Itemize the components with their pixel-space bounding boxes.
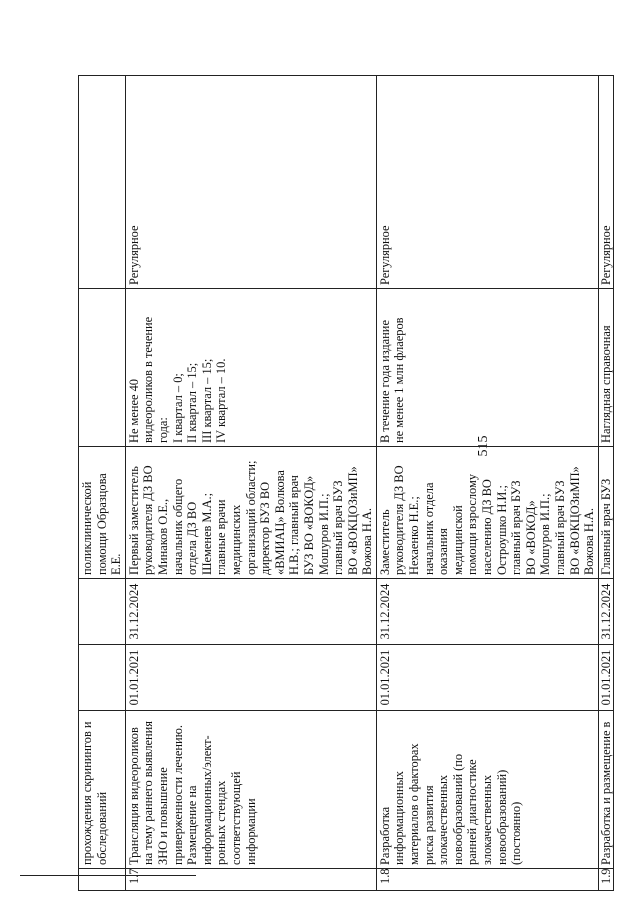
cell-line: Е.Е. bbox=[109, 553, 124, 575]
cell-line: оказания bbox=[436, 528, 451, 575]
frequency-cell: Регулярное bbox=[376, 76, 598, 289]
cell-line: Вожова Н.А. bbox=[582, 508, 597, 575]
cell-line: главный врач БУЗ bbox=[331, 480, 346, 575]
cell-line: злокачественных bbox=[436, 774, 451, 865]
cell-line: Разработка и размещение в bbox=[598, 721, 613, 865]
rotated-table-area bbox=[78, 76, 613, 891]
cell-line: риска развития bbox=[421, 785, 436, 865]
event-cell bbox=[598, 711, 614, 869]
responsible-cell bbox=[376, 447, 598, 579]
start-date-cell: 01.01.2021 bbox=[125, 645, 376, 711]
cell-line: Шеменев М.А.; bbox=[199, 492, 214, 575]
num-cell: 1.9 bbox=[598, 869, 614, 891]
cell-line: поликлинической bbox=[80, 481, 94, 575]
responsible-cell bbox=[79, 447, 126, 579]
cell-line: руководителя ДЗ ВО bbox=[141, 465, 156, 575]
end-date-cell: 31.12.2024 bbox=[125, 579, 376, 645]
cell-line: главный врач БУЗ bbox=[553, 480, 567, 575]
cell-line: Разработка bbox=[377, 806, 392, 865]
cell-line: начальник отдела bbox=[421, 482, 436, 575]
responsible-cell bbox=[125, 447, 376, 579]
cell-line: ронных стендах bbox=[214, 780, 229, 865]
cell-line: Не менее 40 bbox=[126, 378, 141, 443]
cell-line: ранней диагностике bbox=[465, 759, 480, 865]
plan-table bbox=[78, 75, 614, 891]
cell-line: Минаков О.Е., bbox=[155, 498, 170, 575]
cell-line: III квартал – 15; bbox=[199, 358, 214, 443]
num-cell: 1.7 bbox=[125, 869, 376, 891]
page-number: 515 bbox=[476, 435, 491, 457]
table-body bbox=[79, 76, 614, 891]
num-cell bbox=[79, 869, 126, 891]
cell-line: ВО «ВОКЦОЗиМП» bbox=[345, 466, 360, 575]
responsible-cell bbox=[598, 447, 614, 579]
result-cell bbox=[598, 289, 614, 447]
table-row bbox=[125, 76, 376, 891]
cell-line: медицинской bbox=[450, 505, 465, 575]
start-date-cell: 01.01.2021 bbox=[598, 645, 614, 711]
cell-line: ВО «ВОКОД» bbox=[523, 500, 538, 575]
start-date-cell: 01.01.2021 bbox=[376, 645, 598, 711]
cell-line: Размещение на bbox=[185, 785, 200, 865]
cell-line: видеороликов в течение bbox=[141, 316, 156, 443]
cell-line: главный врач БУЗ bbox=[509, 480, 524, 575]
cell-line: помощи взрослому bbox=[465, 473, 480, 575]
cell-line: медицинских bbox=[228, 504, 243, 575]
event-cell bbox=[376, 711, 598, 869]
frequency-cell: Регулярное bbox=[125, 76, 376, 289]
cell-line: I квартал – 0; bbox=[170, 373, 185, 443]
cell-line: Остроушко Н.И.; bbox=[494, 485, 509, 575]
cell-line: директор БУЗ ВО bbox=[258, 481, 273, 575]
cell-line: IV квартал – 10. bbox=[214, 358, 229, 443]
table-row bbox=[79, 76, 126, 891]
cell-line: Первый заместитель bbox=[126, 466, 141, 575]
cell-line: информационных/элект- bbox=[199, 735, 214, 865]
cell-line: (постоянно) bbox=[509, 801, 524, 865]
result-cell bbox=[79, 289, 126, 447]
cell-line: населению ДЗ ВО bbox=[480, 479, 495, 575]
rotated-table-inner bbox=[78, 76, 613, 891]
cell-line: Мошуров И.П.; bbox=[316, 493, 331, 575]
end-date-cell: 31.12.2024 bbox=[598, 579, 614, 645]
cell-line: Заместитель bbox=[377, 509, 392, 575]
cell-line: новообразований) bbox=[494, 769, 509, 865]
end-date-cell bbox=[79, 579, 126, 645]
cell-line: Наглядная справочная bbox=[598, 325, 613, 443]
frequency-cell bbox=[79, 76, 126, 289]
event-cell bbox=[125, 711, 376, 869]
cell-line: соответствующей bbox=[228, 771, 243, 865]
cell-line: Мошуров И.П.; bbox=[538, 493, 553, 575]
cell-line: Н.В.; главный врач bbox=[287, 475, 302, 575]
cell-line: ЗНО и повышение bbox=[155, 767, 170, 865]
cell-line: на тему раннего выявления bbox=[141, 720, 156, 865]
cell-line: года: bbox=[155, 417, 170, 443]
cell-line: помощи Образцова bbox=[94, 473, 109, 575]
cell-line: БУЗ ВО «ВОКОД» bbox=[301, 475, 316, 575]
cell-line: Нехаенко Н.Е.; bbox=[407, 496, 422, 575]
table-row bbox=[598, 76, 614, 891]
cell-line: главные врачи bbox=[214, 499, 229, 575]
cell-line: отдела ДЗ ВО bbox=[185, 501, 200, 575]
result-cell bbox=[125, 289, 376, 447]
cell-line: прохождения скринингов и bbox=[80, 721, 94, 865]
cell-line: Вожова Н.А. bbox=[360, 508, 375, 575]
table-row bbox=[376, 76, 598, 891]
cell-line: ВО «ВОКЦОЗиМП» bbox=[567, 466, 582, 575]
cell-line: информации bbox=[243, 798, 258, 865]
footnote-rule bbox=[20, 875, 196, 876]
event-cell bbox=[79, 711, 126, 869]
result-cell bbox=[376, 289, 598, 447]
cell-line: обследований bbox=[94, 791, 109, 865]
cell-line: руководителя ДЗ ВО bbox=[392, 465, 407, 575]
cell-line: «ВМИАЦ» Волкова bbox=[272, 470, 287, 575]
start-date-cell bbox=[79, 645, 126, 711]
cell-line: II квартал – 15; bbox=[185, 362, 200, 443]
num-cell: 1.8 bbox=[376, 869, 598, 891]
cell-line: новообразований (по bbox=[450, 753, 465, 865]
cell-line: организаций области; bbox=[243, 460, 258, 575]
cell-line: злокачественных bbox=[480, 774, 495, 865]
cell-line: В течение года издание bbox=[377, 320, 392, 443]
end-date-cell: 31.12.2024 bbox=[376, 579, 598, 645]
frequency-cell: Регулярное bbox=[598, 76, 614, 289]
cell-line: информационных bbox=[392, 771, 407, 865]
cell-line: Главный врач БУЗ bbox=[598, 478, 613, 575]
cell-line: начальник общего bbox=[170, 478, 185, 575]
cell-line: материалов о факторах bbox=[407, 743, 422, 865]
cell-line: Трансляция видеороликов bbox=[126, 727, 141, 865]
cell-line: приверженности лечению. bbox=[170, 725, 185, 865]
cell-line: не менее 1 млн флаеров bbox=[392, 317, 407, 443]
